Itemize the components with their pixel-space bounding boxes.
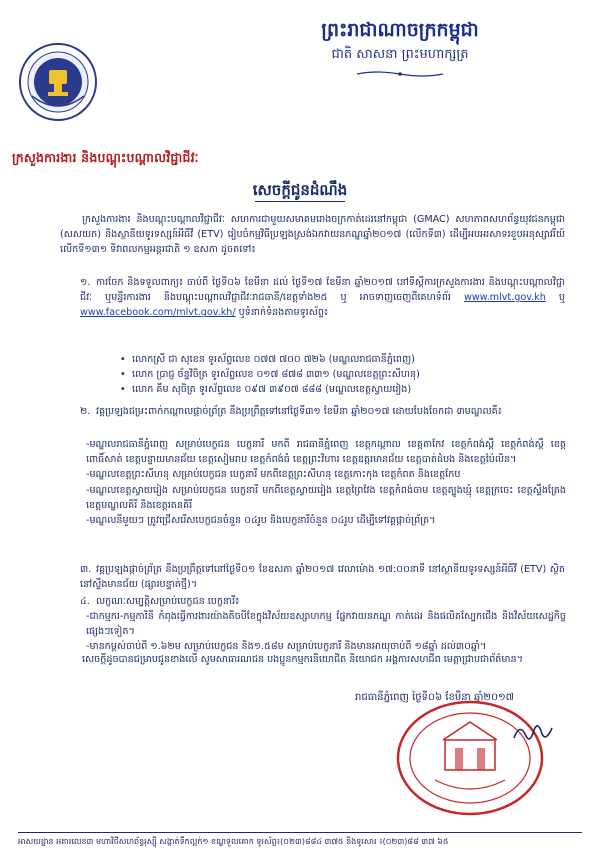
qualification-list: [86, 609, 566, 655]
item-2: [80, 404, 565, 419]
signature-icon: [510, 718, 555, 748]
dateline: រាជធានីភ្នំពេញ ថ្ងៃទី០៦ ខែមីនា ឆ្នាំ២០១៧: [355, 692, 514, 703]
ministry-name: ក្រសួងការងារ និងបណ្តុះបណ្តាលវិជ្ជាជីវៈ: [12, 150, 199, 165]
decorative-divider: [355, 70, 445, 78]
item-text: វគ្គប្រឡងជម្រះពាក់កណ្តាលផ្តាច់ព្រ័ត្រ នឹងប្រព្រឹត្តទៅនៅថ្ងៃទី៣១ ខែមីនា ឆ្នាំ២០១៧ ដោយបែងចែកជា ៣មណ្ឌលគឺ៖: [96, 406, 502, 417]
center-list: [86, 437, 566, 528]
item-text: វគ្គប្រឡងផ្តាច់ព្រ័ត្រ នឹងប្រព្រឹត្តទៅនៅថ្ងៃទី០១ ខែឧសភា ឆ្នាំ២០១៧ វេលាម៉ោង ១៧:០០នាទី នៅស្ថានីយទូរទស្សន៍អីធីវី (ETV) ស្ថិតនៅស្ទឹងមានជ័យ (ផ្សារបន្ទាត់ថ្មី)។: [80, 564, 565, 591]
kingdom-heading: ព្រះរាជាណាចក្រកម្ពុជា: [321, 19, 479, 41]
list-item: -ជាកម្មករ-កម្មការិនី កំពុងធ្វើការងារយ៉ាងតិចបីខែក្នុងវិស័យឧស្សាហកម្ម ផ្នែកវាយនភណ្ឌ កាត់ដេរ និងផលិតស្បែកជើង និងវិស័យសេដ្ឋកិច្ចផ្សេងៗទៀត។: [86, 611, 566, 638]
item-1: [80, 275, 565, 321]
national-motto: ជាតិ សាសនា ព្រះមហាក្សត្រ: [331, 47, 469, 62]
notice-title: សេចក្តីជូនដំណឹង: [252, 181, 348, 199]
item-number: ៤.: [80, 596, 90, 607]
ministry-logo-icon: [18, 42, 98, 122]
item-number: ៣.: [80, 564, 92, 575]
footer-address: អាសយដ្ឋាន អគារលេខ៣ មហាវិថីសហព័ន្ធរុស្ស៊ី សង្កាត់ទឹកល្អក់១ ខណ្ឌទួលគោក ទូរស័ព្ទ៖(០២៣)៨៨៤ ៣៧៥ និងទូរសារ ៖(០២៣)៨៨ ៣៧ ៦៥: [18, 837, 449, 846]
item-number: ១.: [80, 277, 91, 288]
list-item: -មណ្ឌលនីមួយៗ ត្រូវជ្រើសរើសបេក្ខជនចំនួន ០៤រូប និងបេក្ខនារីចំនួន ០៤រូប ដើម្បីទៅវគ្គផ្តាច់ព្រ័ត្រ។: [86, 515, 436, 527]
title-underline: [255, 201, 345, 202]
list-item: -មណ្ឌលខេត្តស្វាយរៀង សម្រាប់បេក្ខជន បេក្ខនារី មកពីខេត្តស្វាយរៀង ខេត្តព្រៃវែង ខេត្តកំពង់ចាម ខេត្តត្បូងឃ្មុំ ខេត្តក្រចេះ ខេត្តស្ទឹងត្រែង ខេត្តមណ្ឌលគិរី និងខេត្តរតនគិរី: [86, 484, 566, 511]
list-item: • លោក គឹម សុចិត្រ ទូរស័ព្ទលេខ ០៩៧ ៣៩០៧ ៨៨៨ (មណ្ឌលខេត្តស្វាយរៀង): [120, 382, 560, 397]
closing-paragraph: សេចក្តីដូចបានជម្រាបជូនខាងលើ សូមសាធារណជន បងប្អូនកម្មករនិយោជិត និយោជក អង្គការសហជីព មេត្តាជ្រាបជាព័ត៌មាន។: [82, 654, 523, 665]
item-number: ២.: [80, 406, 91, 417]
intro-paragraph: ក្រសួងការងារ និងបណ្តុះបណ្តាលវិជ្ជាជីវៈ សហការជាមួយសមាគមរោងចក្រកាត់ដេរនៅកម្ពុជា (GMAC) សហភាពសហព័ន្ធយុវជនកម្ពុជា (សសយក) និងស្ថានីយទូរទស្សន៍អីធីវី (ETV) រៀបចំកម្មវិធីប្រឡងស្រង់ឯកវាយនភណ្ឌឆ្នាំ២០១៧ (លើកទី៣) ដើម្បីអបអរសាទរខួបអនុស្សាវរីយ៍លើកទី១៣១ ទិវាពលកម្មអន្តរជាតិ ១ ឧសភា ដូចតទៅ៖: [60, 214, 565, 256]
item-3: [80, 562, 565, 592]
official-seal-icon: [395, 698, 545, 818]
or-text: ឬ: [558, 292, 565, 304]
item-text: លក្ខណៈសម្បត្តិសម្រាប់បេក្ខជន បេក្ខនារី៖: [96, 596, 240, 607]
list-item: -មណ្ឌលរាជធានីភ្នំពេញ សម្រាប់បេក្ខជន បេក្ខនារី មកពី រាជធានីភ្នំពេញ ខេត្តកណ្តាល ខេត្តតាកែវ ខេត្តកំពង់ស្ពឺ ខេត្តកំពង់ស្ពឺ ខេត្តពោធិ៍សាត់ ខេត្តបន្ទាយមានជ័យ ខេត្តសៀមរាប ខេត្តកំពង់ធំ ខេត្តព្រះវិហារ ខេត្តឧត្តរមានជ័យ ខេត្តបាត់ដំបង និងខេត្តប៉ៃលិន។: [86, 439, 566, 466]
list-item: • លោក ប្រាជ្ញ ច័ន្ទវិចិត្រ ទូរស័ព្ទលេខ ០១៧ ៨៧៨ ៣៣១ (មណ្ឌលខេត្តព្រះសីហនុ): [120, 367, 560, 382]
contact-list: [120, 352, 560, 398]
facebook-link[interactable]: www.facebook.com/mlvt.gov.kh/: [80, 307, 236, 319]
item-4: [80, 594, 565, 609]
footer-divider: [18, 832, 582, 833]
list-item: -មណ្ឌលខេត្តព្រះសីហនុ សម្រាប់បេក្ខជន បេក្ខនារី មកពីខេត្តព្រះសីហនុ ខេត្តកោះកុង ខេត្តកំពត និងខេត្តកែប: [86, 469, 461, 481]
item-text: ការចែក និងទទួលពាក្យ៖ ចាប់ពី ថ្ងៃទី០៦ ខែមីនា ដល់ ថ្ងៃទី១៧ ខែមីនា ឆ្នាំ២០១៧ នៅទីស្តីការក្រសួងការងារ និងបណ្តុះបណ្តាលវិជ្ជាជីវៈ ឬមន្ទីរការងារ និងបណ្តុះបណ្តាលវិជ្ជាជីវៈរាជធានី/ខេត្តទាំង២៥ ឬ អាចទាញចេញពីគេហទំព័រ: [80, 277, 565, 304]
list-item: • លោកស្រី ជា សុខេន ទូរស័ព្ទលេខ ០៧៧ ៧០០ ៧២៦ (មណ្ឌលរាជធានីភ្នំពេញ): [120, 352, 560, 367]
list-item: -មានកម្ពស់ចាប់ពី ១.៦២ម សម្រាប់បេក្ខជន និង១.៥៨ម សម្រាប់បេក្ខនារី និងមានអាយុចាប់ពី ១៨ឆ្នាំ ដល់៣០ឆ្នាំ។: [86, 641, 487, 653]
website-link[interactable]: www.mlvt.gov.kh: [464, 292, 546, 304]
item-text-after: ឬទំនាក់ទំនងតាមទូរស័ព្ទ៖: [238, 307, 329, 319]
